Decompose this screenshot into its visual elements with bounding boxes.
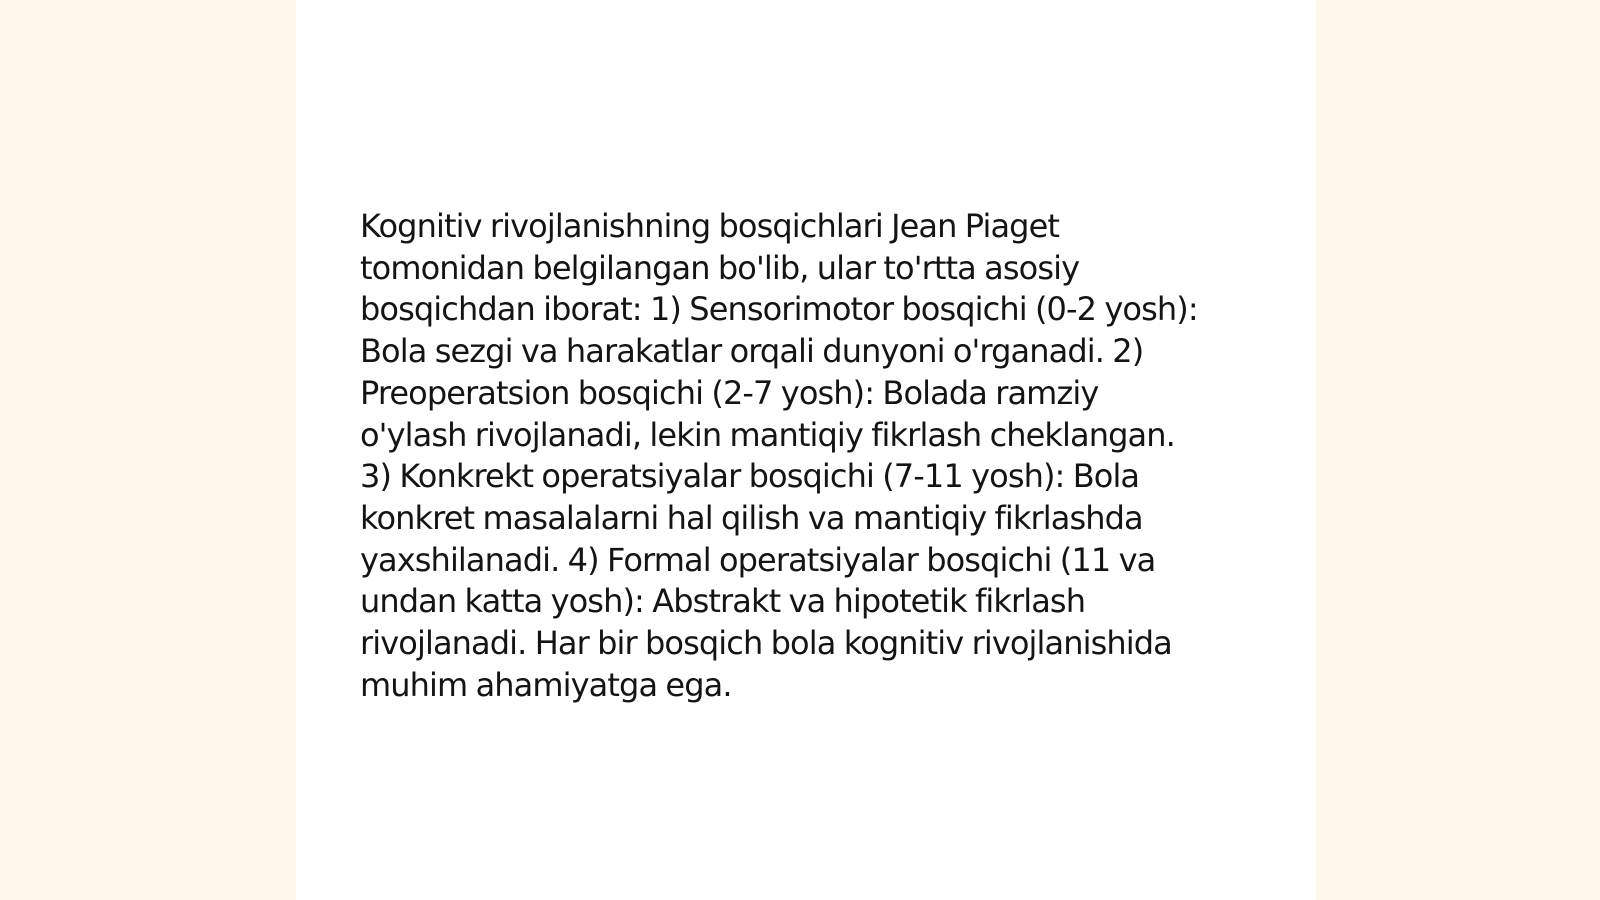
body-paragraph: Kognitiv rivojlanishning bosqichlari Jean Piaget tomonidan belgilangan bo'lib, ular to'rtta asosiy bosqichdan iborat: 1) Sensorimotor bosqichi (0-2 yosh): Bola sezgi va harakatlar orqali dunyoni o'rganadi. 2) Preoperatsion bosqichi (2-7 yosh): Bolada ramziy o'ylash rivojlanadi, lekin mantiqiy fikrlash cheklangan. 3) Konkrekt operatsiyalar bosqichi (7-11 yosh): Bola konkret masalalarni hal qilish va mantiqiy fikrlashda yaxshilanadi. 4) Formal operatsiyalar bosqichi (11 va undan katta yosh): Abstrakt va hipotetik fikrlash rivojlanadi. Har bir bosqich bola kognitiv rivojlanishida muhim ahamiyatga ega. bbox=[360, 207, 1198, 704]
slide-panel bbox=[296, 0, 1316, 900]
